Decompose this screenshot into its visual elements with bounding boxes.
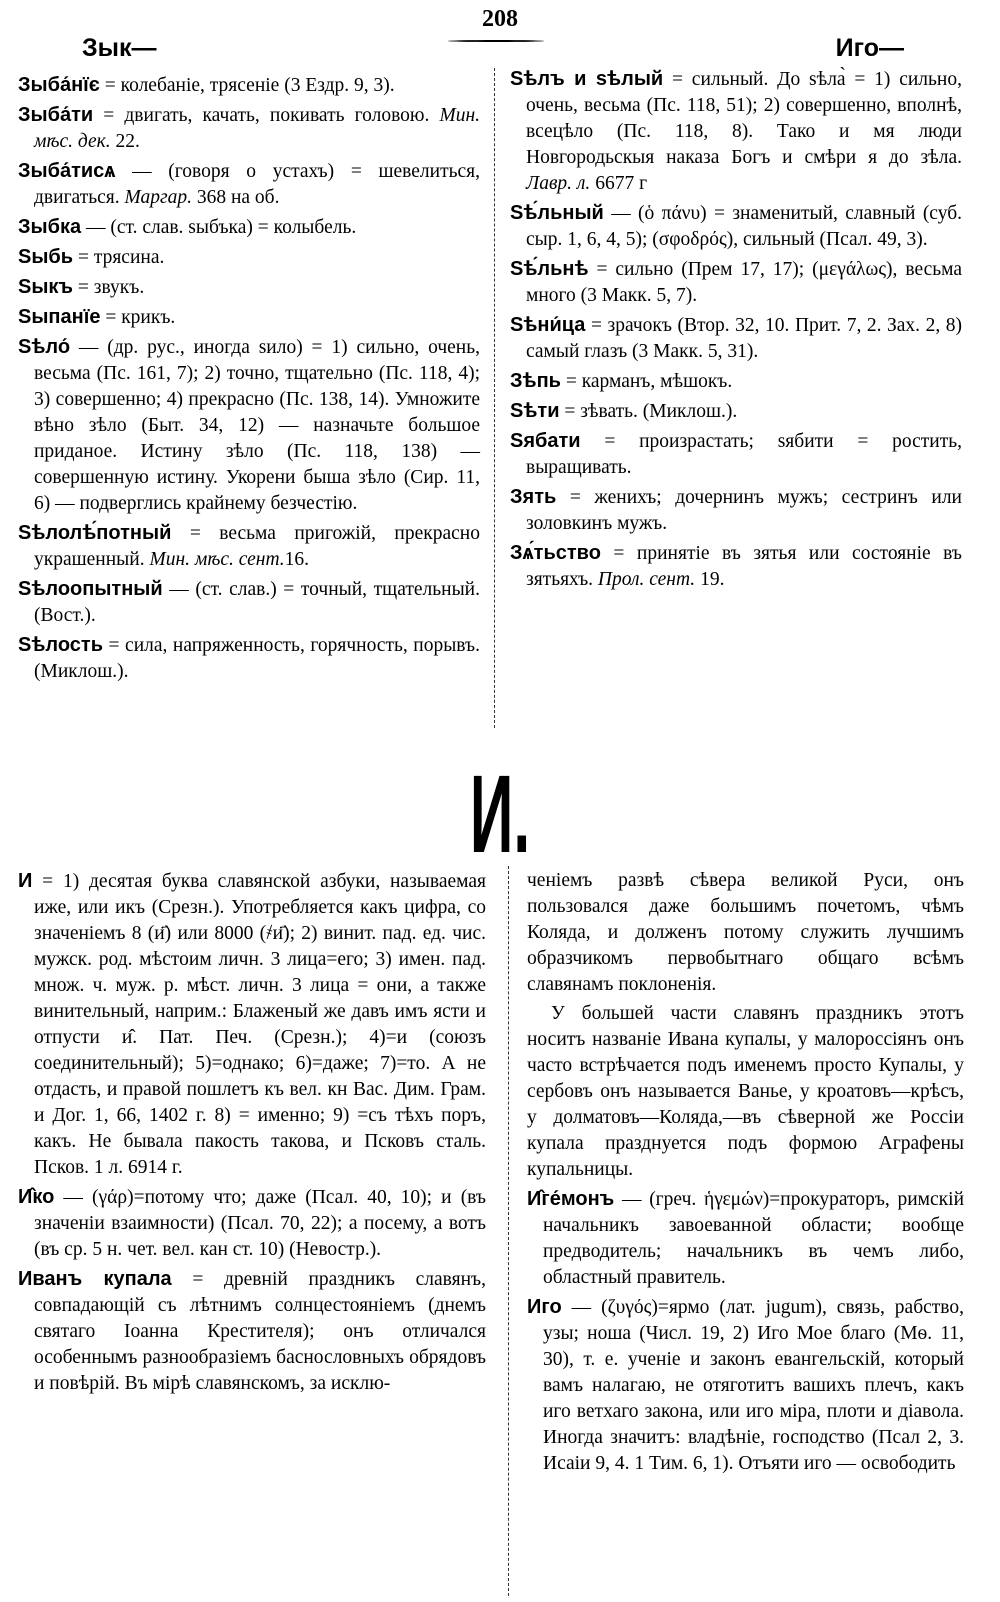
entry-definition: = зрачокъ (Втор. 32, 10. Прит. 7, 2. Зах. 2, 8) самый глазъ (3 Макк. 5, 31). — [526, 315, 962, 362]
entry-headword: Ѕѣло́ — [18, 336, 71, 358]
dictionary-entry — [18, 244, 480, 271]
entry-definition: = произрастать; ѕябити = ростить, выращивать. — [526, 431, 962, 478]
entry-definition: = сила, напряженность, горячность, порывъ. (Миклош.). — [34, 635, 480, 682]
dictionary-entry — [18, 274, 480, 301]
running-head-right: Иго— — [835, 34, 904, 62]
entry-definition: = древній праздникъ славянъ, совпадающій съ лѣтнимъ солнцестояніемъ (днемъ святаго Іоанна Крестителя); онъ отличался особеннымъ разнообразіемъ баснословныхъ обрядовъ и повѣрій. Въ мірѣ славянскомъ, за исклю- — [34, 1269, 486, 1394]
body-paragraph: ченіемъ развѣ сѣвера великой Руси, онъ пользовался даже большимъ почетомъ, чѣмъ Коляда, и долженъ потому служить лучшимъ образчикомъ первобытнаго общаго всѣмъ славянамъ поклоненія. — [527, 870, 964, 995]
entry-definition: — (ὁ πάνυ) = знаменитый, славный (суб. сыр. 1, 6, 4, 5); (σφοδρός), сильный (Псал. 49, 3). — [526, 203, 962, 250]
dictionary-entry — [18, 304, 480, 331]
entry-definition: = сильный. До ѕѣла̀ = 1) сильно, очень, весьма (Пс. 118, 51); 2) совершенно, вполнѣ, всецѣло (Пс. 118, 8). Тако и мя люди Новгородьскыя наказа Богъ и смѣри я до зѣла. — [526, 69, 962, 168]
dictionary-entry — [18, 576, 480, 629]
section-letter: И. — [469, 753, 531, 876]
dictionary-entry — [510, 312, 962, 365]
page-number-rule — [448, 40, 544, 42]
dictionary-entry — [510, 66, 962, 197]
dictionary-entry — [527, 1186, 964, 1291]
column-bottom-right — [527, 868, 964, 1480]
dictionary-entry — [510, 428, 962, 481]
entry-headword: Зыба́ти — [18, 104, 94, 126]
entry-source-citation: Лавр. л. — [526, 173, 591, 194]
entry-definition: — (греч. ἡγεμών)=прокураторъ, римскій начальникъ завоеванной области; вообще предводитель; начальникъ въ чемъ либо, областный правитель. — [543, 1189, 964, 1288]
entry-citation-number: 22. — [110, 131, 140, 152]
entry-headword: И̂ге́монъ — [527, 1188, 615, 1210]
column-divider-bottom — [508, 866, 509, 1596]
entry-definition: = двигать, качать, покивать головою. — [93, 105, 440, 126]
dictionary-entry — [18, 102, 480, 155]
dictionary-entry — [18, 158, 480, 211]
dictionary-entry — [18, 72, 480, 99]
dictionary-entry — [510, 256, 962, 309]
entry-headword: Ѕѣти — [510, 400, 560, 422]
entry-headword: Ѕыбь — [18, 246, 74, 268]
dictionary-entry — [18, 334, 480, 517]
entry-definition: = колебаніе, трясеніе (3 Ездр. 9, 3). — [99, 75, 395, 96]
dictionary-entry — [527, 1294, 964, 1477]
entry-headword: Зыба́тисѧ — [18, 160, 116, 182]
entry-headword: Ѕѣ́льнѣ — [510, 258, 589, 280]
entry-headword: Ѕѣлость — [18, 634, 103, 656]
entry-headword: И̂ко — [18, 1186, 55, 1208]
entry-definition: = 1) десятая буква славянской азбуки, называемая иже, или икъ (Срезн.). Употребляется какъ цифра, со значеніемъ 8 (и҃) или 8000 (҂и҃); 2) винит. пад. ед. чис. мужск. род. мѣстоим личн. 3 лица=его; 3) имен. пад. множ. ч. муж. р. мѣст. личн. 3 лица = они, а также винительный, наприм.: Блаженый же давъ имъ ясти и отпусти и̂. Пат. Печ. (Срезн.); 4)=и (союзъ соединительный); 5)=однако; 6)=даже; 7)=то. А не отдасть, и правой пошлетъ къ вел. кн Вас. Дим. Грам. и Дог. 1, 66, 1402 г. 8) = именно; 9) =съ тѣхъ поръ, какъ. Не бывала пакость такова, и Псковъ сталь. Псков. 1 л. 6914 г. — [32, 871, 486, 1178]
entry-definition: = весьма пригожій, прекрасно украшенный. — [34, 523, 480, 570]
entry-definition: = карманъ, мѣшокъ. — [560, 371, 733, 392]
entry-headword: Ѕѣ́льный — [510, 202, 604, 224]
entry-citation-number: 6677 г — [590, 173, 648, 194]
entry-source-citation: Маргар. — [124, 187, 192, 208]
dictionary-entry — [18, 632, 480, 685]
column-top-left — [18, 72, 480, 688]
entry-headword: Зыбка — [18, 216, 82, 238]
dictionary-entry — [510, 200, 962, 253]
entry-source-citation: Прол. сент. — [597, 569, 696, 590]
column-bottom-left — [18, 868, 486, 1400]
entry-citation-number: 16. — [284, 549, 310, 570]
entry-headword: Зыба́нїє — [18, 74, 100, 96]
dictionary-entry — [510, 398, 962, 425]
entry-definition: — (γάρ)=потому что; даже (Псал. 40, 10); и (въ значеніи взаимности) (Псал. 70, 22); а посему, а вотъ (въ ср. 5 н. чет. вел. кан ст. 10) (Невостр.). — [34, 1187, 486, 1260]
running-head-left: Зык— — [82, 34, 157, 62]
entry-definition: = крикъ. — [100, 307, 176, 328]
dictionary-entry — [18, 868, 486, 1181]
entry-definition: — (ст. слав.) = точный, тщательный. (Вост.). — [34, 579, 480, 626]
page-number: 208 — [482, 6, 518, 32]
column-divider-top — [494, 68, 495, 728]
entry-definition: = женихъ; дочернинъ мужъ; сестринъ или золовкинъ мужъ. — [526, 487, 962, 534]
body-paragraph: У большей части славянъ праздникъ этотъ носитъ названіе Ивана купалы, у малороссіянъ онъ часто встрѣчается подъ именемъ просто Купалы, у сербовъ онъ называется Ванье, у кроатовъ—крѣсъ, у долматовъ—Коляда,—въ сѣверной же Россіи купала празднуется подъ формою Аграфены купальницы. — [527, 1003, 964, 1180]
entry-source-citation: Мин. мѣс. дек. — [34, 105, 480, 152]
entry-definition: = зѣвать. (Миклош.). — [559, 401, 738, 422]
entry-citation-number: 19. — [695, 569, 725, 590]
entry-headword: Ѕѣлоопытный — [18, 578, 163, 600]
entry-definition: = звукъ. — [73, 277, 145, 298]
entry-headword: Зѧ́тьство — [510, 542, 601, 564]
entry-headword: Ѕѣни́ца — [510, 314, 586, 336]
entry-definition: — (ζυγός)=ярмо (лат. jugum), связь, рабство, узы; ноша (Числ. 19, 2) Иго Мое благо (Мѳ. 11, 30), т. е. ученіе и законъ евангельскій, который вамъ налагаю, не отяготитъ вашихъ плечъ, какъ иго ветхаго закона, или иго міра, плоти и діавола. Иногда значитъ: владѣніе, господство (Псал 2, 3. Исаіи 9, 4. 1 Тим. 6, 1). Отъяти иго — освободить — [543, 1297, 964, 1474]
entry-headword: Иго — [527, 1296, 562, 1318]
entry-headword: Иванъ купала — [18, 1268, 172, 1290]
entry-definition: — (др. рус., иногда ѕило) = 1) сильно, очень, весьма (Пс. 161, 7); 2) точно, тщательно (Пс. 118, 4); 3) совершенно; 4) прекрасно (Пс. 138, 14). Умножите вѣно зѣло (Быт. 34, 12) — назначьте большое приданое. Истину зѣло (Пс. 118, 138) — совершенную истину. Укорени быша зѣло (Сир. 11, 6) — подверглись крайнему безчестію. — [34, 337, 480, 514]
entry-headword: Ѕѣлолѣ́потный — [18, 522, 172, 544]
entry-headword: Зять — [510, 486, 557, 508]
dictionary-entry — [18, 1266, 486, 1397]
entry-headword: Ѕыпанїе — [18, 306, 101, 328]
entry-headword: Ѕябати — [510, 430, 581, 452]
entry-headword: Ѕѣлъ и ѕѣлый — [510, 68, 664, 90]
entry-definition: = сильно (Прем 17, 17); (μεγάλως), весьма много (3 Макк. 5, 7). — [526, 259, 962, 306]
dictionary-entry — [510, 368, 962, 395]
dictionary-entry — [18, 520, 480, 573]
entry-definition: — (говоря о устахъ) = шевелиться, двигаться. — [34, 161, 480, 208]
entry-definition: = трясина. — [73, 247, 165, 268]
entry-source-citation: Мин. мѣс. сент. — [149, 549, 285, 570]
entry-headword: Зѣпь — [510, 370, 561, 392]
entry-definition: = принятіе въ зятья или состояніе въ зятьяхъ. — [526, 543, 962, 590]
entry-headword: Ѕыкъ — [18, 276, 74, 298]
dictionary-entry — [510, 484, 962, 537]
dictionary-entry — [510, 540, 962, 593]
entry-headword: И — [18, 870, 33, 892]
dictionary-entry — [18, 214, 480, 241]
dictionary-entry — [18, 1184, 486, 1263]
column-top-right — [510, 66, 962, 596]
entry-definition: — (ст. слав. ѕыбъка) = колыбель. — [81, 217, 357, 238]
entry-citation-number: 368 на об. — [191, 187, 280, 208]
